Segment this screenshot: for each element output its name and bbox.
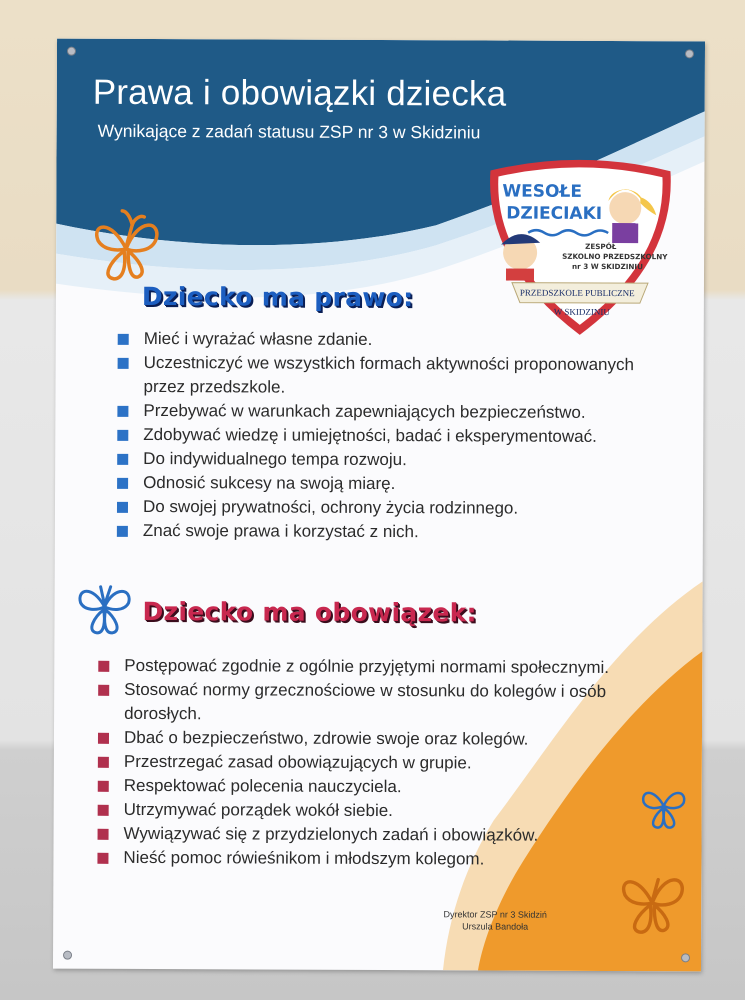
signature-title: Dyrektor ZSP nr 3 Skidziń — [443, 909, 547, 920]
list-item: Wywiązywać się z przydzielonych zadań i obowiązków. — [98, 822, 678, 849]
list-item: Postępować zgodnie z ogólnie przyjętymi normami społecznymi. — [98, 654, 678, 681]
bullet-square-icon — [117, 478, 128, 489]
list-item: Odnosić sukcesy na swoją miarę. — [117, 471, 677, 497]
butterfly-orange-icon — [86, 199, 166, 284]
list-item: Zdobywać wiedzę i umiejętności, badać i eksperymentować. — [117, 423, 677, 449]
bullet-square-icon — [117, 406, 128, 417]
bullet-square-icon — [98, 685, 109, 696]
screw — [681, 953, 690, 962]
butterfly-blue-icon — [74, 577, 134, 639]
logo-small1: ZESPÓŁ — [585, 241, 617, 252]
school-logo — [480, 152, 681, 338]
bullet-square-icon — [97, 853, 108, 864]
list-item: Mieć i wyrażać własne zdanie. — [118, 327, 678, 353]
list-item: Przestrzegać zasad obowiązujących w grupie. — [98, 750, 678, 777]
bullet-square-icon — [98, 757, 109, 768]
logo-line2: DZIECIAKI — [506, 203, 603, 224]
list-item: Do swojej prywatności, ochrony życia rodzinnego. — [117, 495, 677, 521]
rights-heading: Dziecko ma prawo: — [141, 281, 414, 313]
list-item: Nieść pomoc rówieśnikom i młodszym kolegom. — [97, 846, 677, 873]
bullet-square-icon — [117, 454, 128, 465]
bullet-square-icon — [117, 502, 128, 513]
bullet-square-icon — [98, 733, 109, 744]
poster — [53, 39, 705, 972]
bullet-square-icon — [118, 358, 129, 369]
logo-line1: WESOŁE — [502, 181, 583, 202]
list-item: Przebywać w warunkach zapewniających bezpieczeństwo. — [117, 399, 677, 425]
signature — [425, 908, 565, 933]
bullet-square-icon — [117, 526, 128, 537]
logo-banner2: W SKIDZINIU — [553, 306, 610, 318]
bullet-square-icon — [98, 781, 109, 792]
signature-name: Urszula Bandoła — [462, 921, 529, 932]
bullet-square-icon — [117, 430, 128, 441]
poster-subtitle: Wynikające z zadań statusu ZSP nr 3 w Skidziniu — [97, 120, 481, 143]
rights-list — [117, 327, 678, 545]
list-item: Do indywidualnego tempa rozwoju. — [117, 447, 677, 473]
duties-list — [97, 654, 678, 873]
bullet-square-icon — [98, 829, 109, 840]
bullet-square-icon — [118, 334, 129, 345]
list-item: Dbać o bezpieczeństwo, zdrowie swoje oraz kolegów. — [98, 726, 678, 753]
bullet-square-icon — [98, 805, 109, 816]
list-item: Utrzymywać porządek wokół siebie. — [98, 798, 678, 825]
bullet-square-icon — [98, 661, 109, 672]
butterfly-blue-small-icon — [639, 779, 689, 834]
logo-small2: SZKOLNO PRZEDSZKOLNY — [562, 251, 668, 262]
list-item: Stosować normy grzecznościowe w stosunku do kolegów i osób dorosłych. — [98, 678, 678, 729]
screw — [685, 49, 694, 58]
butterfly-orange-small-icon — [613, 853, 691, 938]
list-item: Znać swoje prawa i korzystać z nich. — [117, 519, 677, 545]
list-item: Uczestniczyć we wszystkich formach aktywności proponowanych przez przedszkole. — [117, 351, 677, 401]
list-item: Respektować polecenia nauczyciela. — [98, 774, 678, 801]
poster-title: Prawa i obowiązki dziecka — [92, 72, 507, 114]
logo-small3: nr 3 W SKIDZINIU — [572, 261, 643, 272]
screw — [67, 47, 76, 56]
duties-heading: Dziecko ma obowiązek: — [142, 596, 477, 628]
logo-banner1: PRZEDSZKOLE PUBLICZNE — [519, 287, 635, 299]
screw — [63, 951, 72, 960]
